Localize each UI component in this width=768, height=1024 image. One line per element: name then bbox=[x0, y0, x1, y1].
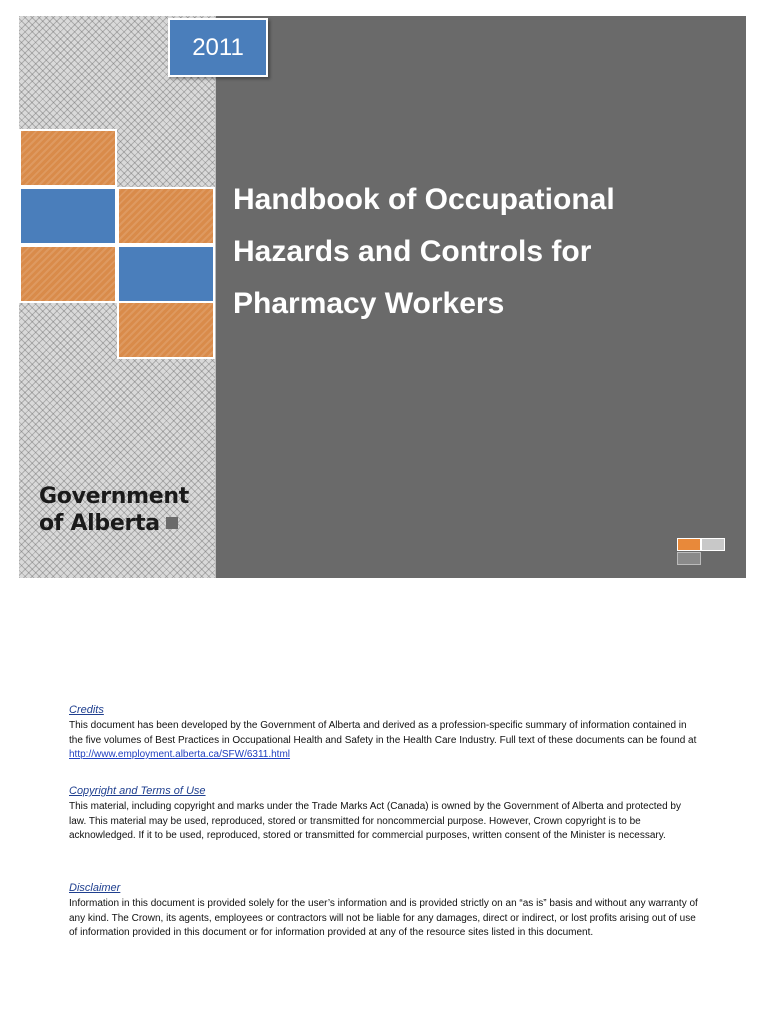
credits-section bbox=[69, 703, 699, 762]
copyright-section bbox=[69, 784, 699, 843]
year-badge: 2011 bbox=[168, 18, 268, 77]
decorative-tile bbox=[19, 187, 117, 245]
decorative-tile bbox=[117, 245, 215, 303]
government-of-alberta-logo bbox=[39, 483, 189, 537]
credits-body: This document has been developed by the Government of Alberta and derived as a profession-specific summary of information contained in the five volumes of Best Practices in Occupational Health and Safety in the Health Care Industry. Full text of these documents can be found at bbox=[69, 720, 697, 746]
cover-panel bbox=[19, 16, 746, 578]
disclaimer-heading: Disclaimer bbox=[69, 882, 121, 894]
decorative-tile bbox=[19, 129, 117, 187]
logo-square-icon bbox=[166, 517, 178, 529]
decorative-tile bbox=[19, 245, 117, 303]
mini-tile bbox=[677, 552, 701, 565]
corner-tile-mark bbox=[677, 538, 727, 568]
decorative-tile bbox=[117, 187, 215, 245]
credits-link[interactable]: http://www.employment.alberta.ca/SFW/6311.html bbox=[69, 748, 291, 760]
logo-line-2-row bbox=[39, 510, 189, 537]
credits-text bbox=[69, 719, 699, 762]
document-title: Handbook of Occupational Hazards and Controls for Pharmacy Workers bbox=[233, 183, 615, 320]
logo-line-1: Government bbox=[39, 484, 189, 509]
mini-tile bbox=[701, 538, 725, 551]
disclaimer-section bbox=[69, 881, 699, 940]
decorative-tile bbox=[117, 301, 215, 359]
mini-tile bbox=[677, 538, 701, 551]
copyright-heading: Copyright and Terms of Use bbox=[69, 785, 206, 797]
copyright-text: This material, including copyright and marks under the Trade Marks Act (Canada) is owned by the Government of Alberta and protected by law. This material may be used, reproduced, stored or transmitted for noncommercial purpose. However, Crown copyright is to be acknowledged. If it to be used, reproduced, stored or transmitted for commercial purposes, written consent of the Minister is necessary. bbox=[69, 801, 681, 841]
credits-heading: Credits bbox=[69, 704, 104, 716]
logo-line-2: of Alberta bbox=[39, 511, 160, 536]
disclaimer-text: Information in this document is provided solely for the user’s information and is provided strictly on an “as is” basis and without any warranty of any kind. The Crown, its agents, employees or contractors will not be liable for any damages, direct or indirect, or lost profits arising out of use of information provided in this document or for information provided at any of the resource sites listed in this document. bbox=[69, 898, 698, 938]
